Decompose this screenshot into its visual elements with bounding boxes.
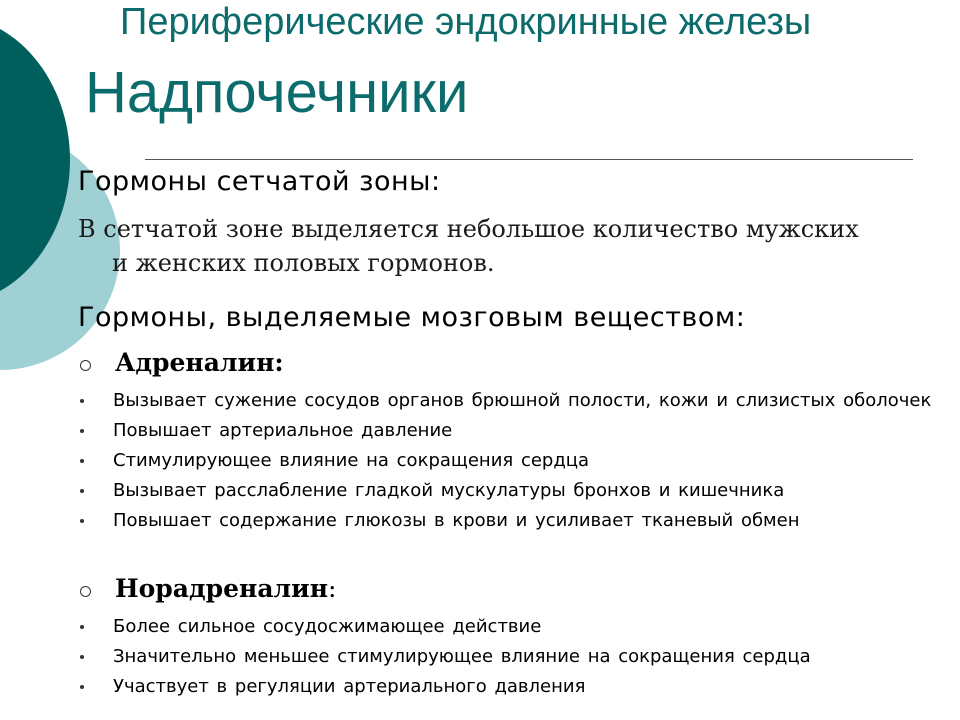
list-item: Стимулирующее влияние на сокращения сердца: [80, 449, 940, 472]
bullet-dot-icon: [80, 429, 84, 433]
bullet-dot-icon: [80, 655, 84, 659]
adrenaline-heading: [80, 348, 284, 377]
reticular-zone-text-line2: и женских половых гормонов.: [112, 249, 495, 277]
bullet-dot-icon: [80, 399, 84, 403]
title-divider: [145, 159, 913, 160]
noradrenaline-colon: :: [328, 574, 337, 603]
bullet-dot-icon: [80, 459, 84, 463]
bullet-dot-icon: [80, 685, 84, 689]
reticular-zone-paragraph: [78, 212, 918, 280]
list-item: Более сильное сосудосжимающее действие: [80, 615, 940, 638]
reticular-zone-heading: Гормоны сетчатой зоны:: [78, 166, 441, 197]
bullet-dot-icon: [80, 489, 84, 493]
list-item: Участвует в регуляции артериального давления: [80, 675, 940, 698]
list-item: Повышает содержание глюкозы в крови и усиливает тканевый обмен: [80, 509, 940, 532]
ring-bullet-icon: [80, 586, 91, 597]
adrenaline-effects-list: [80, 389, 940, 539]
medulla-heading: Гормоны, выделяемые мозговым веществом:: [78, 302, 746, 333]
bullet-dot-icon: [80, 625, 84, 629]
adrenaline-title: Адреналин:: [115, 348, 284, 377]
slide-title: Надпочечники: [85, 60, 469, 125]
noradrenaline-heading: [80, 574, 336, 603]
ring-bullet-icon: [80, 360, 91, 371]
list-item: Вызывает расслабление гладкой мускулатуры бронхов и кишечника: [80, 479, 940, 502]
noradrenaline-effects-list: [80, 615, 940, 705]
list-item: Повышает артериальное давление: [80, 419, 940, 442]
noradrenaline-title: Норадреналин: [115, 574, 328, 603]
list-item: Значительно меньшее стимулирующее влияние на сокращения сердца: [80, 645, 940, 668]
reticular-zone-text-line1: В сетчатой зоне выделяется небольшое количество мужских: [78, 215, 859, 243]
bullet-dot-icon: [80, 519, 84, 523]
list-item: Вызывает сужение сосудов органов брюшной полости, кожи и слизистых оболочек: [80, 389, 940, 412]
slide-subtitle: Периферические эндокринные железы: [120, 1, 812, 43]
